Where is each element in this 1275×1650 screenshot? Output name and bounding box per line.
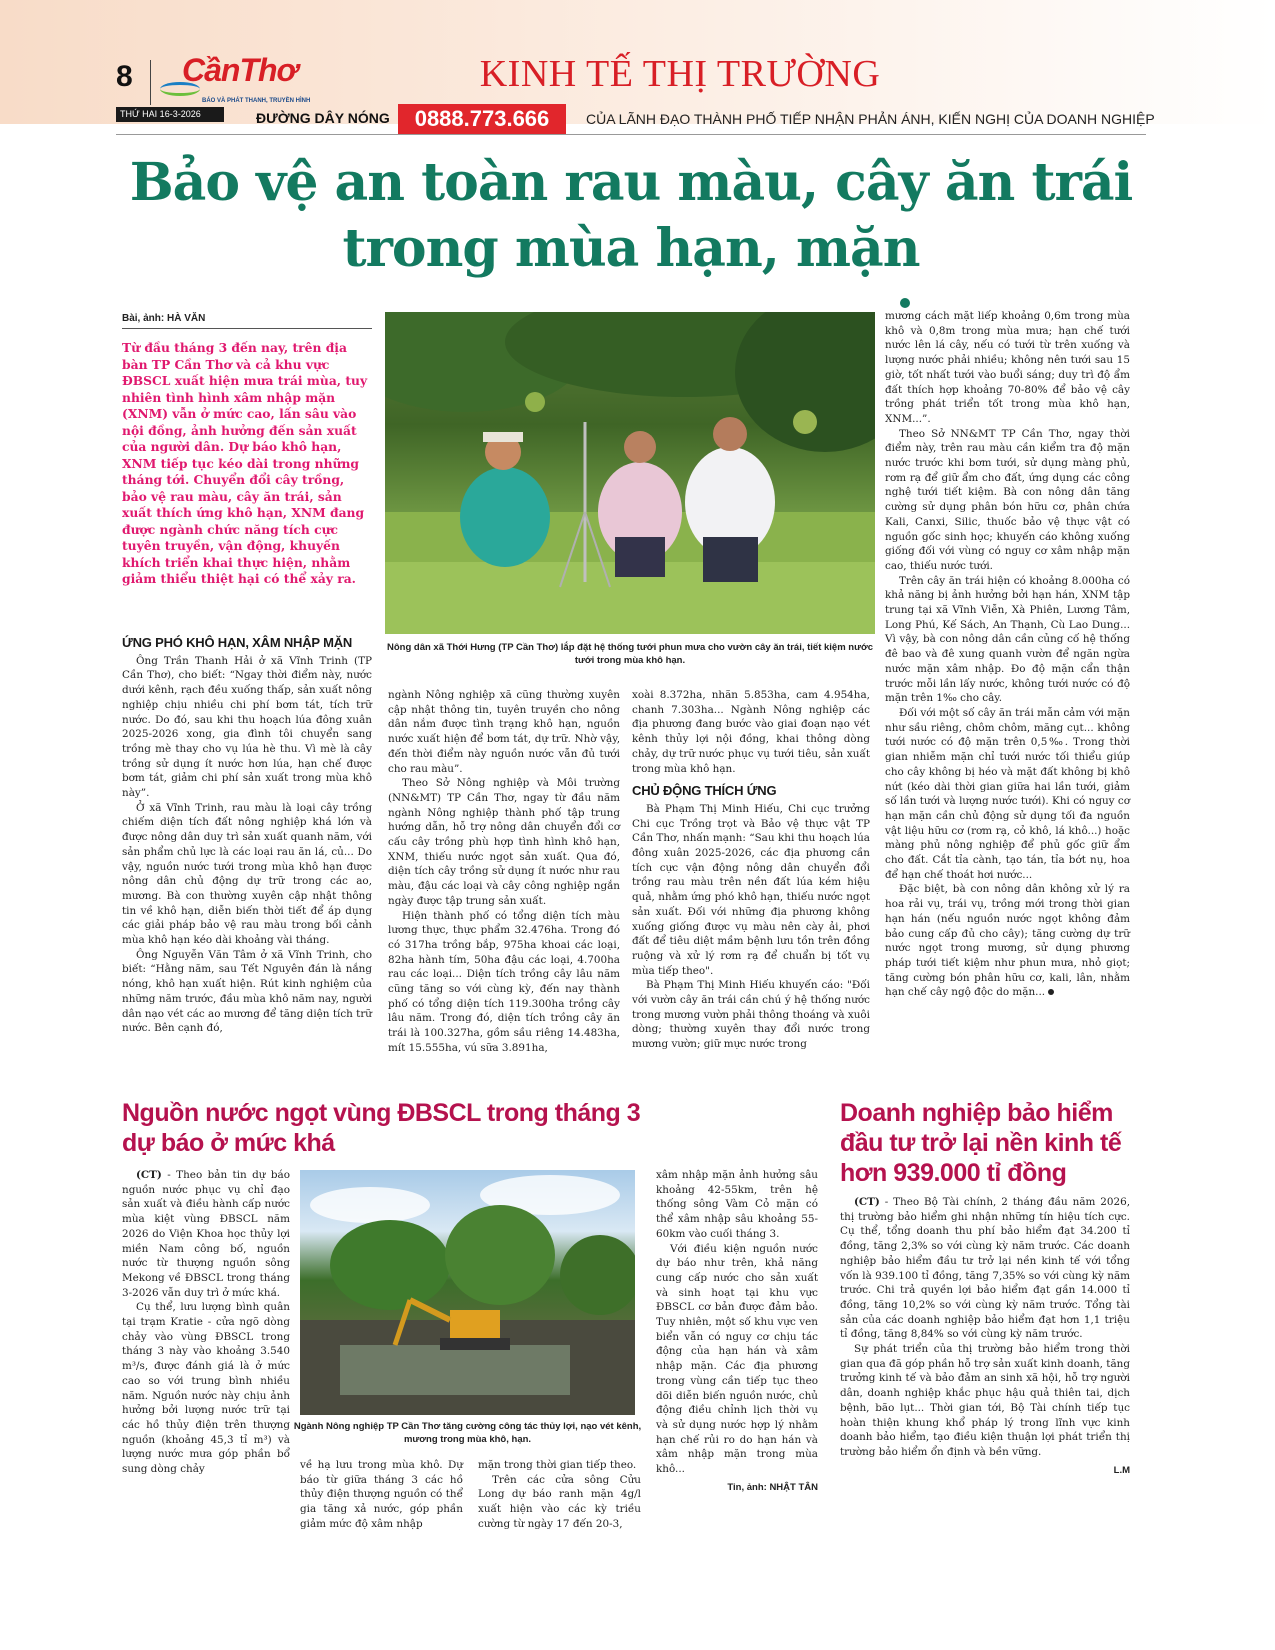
article2-headline: Nguồn nước ngọt vùng ĐBSCL trong tháng 3 dự báo ở mức khá	[122, 1099, 641, 1157]
paragraph: Sự phát triển của thị trường bảo hiểm trong thời gian qua đã góp phần hỗ trợ sản xuất kinh doanh, tăng trưởng kinh tế và bảo đảm an sinh xã hội, hỗ trợ người dân, doanh nghiệp khắc phục hậu quả thiên tai, dịch bệnh, bão lụt... Thời gian tới, Bộ Tài chính tiếp tục hoàn thiện khung khổ pháp lý trong lĩnh vực kinh doanh bảo hiểm, tạo điều kiện thuận lợi phát triển thị trường bảo hiểm ổn định và bền vững.	[840, 1343, 1130, 1458]
hotline-label: ĐƯỜNG DÂY NÓNG	[256, 110, 390, 126]
paragraph: Cụ thể, lưu lượng bình quân tại trạm Kratie - cửa ngõ dòng chảy vào vùng ĐBSCL trong tháng 3 này vào khoảng 3.540 m³/s, được đánh giá là ở mức cao so với trung bình nhiều năm. Nguồn nước này chịu ảnh hưởng bởi lượng nước trữ tại các hồ thủy điện trên thượng nguồn (khoảng 45,3 tỉ m³) và lượng nước mưa góp phần bổ sung dòng chảy	[122, 1301, 290, 1476]
main-photo-caption: Nông dân xã Thới Hưng (TP Cần Thơ) lắp đặt hệ thống tưới phun mưa cho vườn cây ăn trái, tiết kiệm nước tưới trong mùa khô hạn.	[386, 642, 874, 666]
logo-name: CầnThơ	[182, 52, 298, 88]
paragraph: Với điều kiện nguồn nước dự báo như trên, khả năng cung cấp nước cho sản xuất và sinh hoạt tại khu vực ĐBSCL cơ bản được đảm bảo. Tuy nhiên, một số khu vực ven biển vẫn có nguy cơ chịu tác động của hạn hán và xâm nhập mặn. Các địa phương trong vùng cần tiếp tục theo dõi diễn biến nguồn nước, chủ động điều chỉnh lịch thời vụ và sử dụng nước hợp lý nhằm hạn chế rủi ro do hạn hán và xâm nhập mặn trong mùa khô...	[656, 1242, 818, 1476]
article2-photo-caption: Ngành Nông nghiệp TP Cần Thơ tăng cường công tác thủy lợi, nạo vét kênh, mương trong mùa khô, hạn.	[293, 1421, 642, 1445]
paragraph: Bà Phạm Thị Minh Hiếu khuyến cáo: "Đối với vườn cây ăn trái cần chú ý hệ thống nước trong mương vườn phải thông thoáng và xuôi dòng; thường xuyên thay đổi nước trong mương vườn; giữ mực nước trong	[632, 979, 870, 1051]
paragraph-text: - Theo Bộ Tài chính, 2 tháng đầu năm 2026, thị trường bảo hiểm ghi nhận những tín hiệu tích cực. Cụ thể, tổng doanh thu phí bảo hiểm đạt 34.200 tỉ đồng, tăng 2,3% so với cùng kỳ năm trước. Các doanh nghiệp bảo hiểm đầu tư trở lại nền kinh tế với tổng vốn là 939.100 tỉ đồng, tăng 7,35% so với cùng kỳ năm trước. Chi trả quyền lợi bảo hiểm đạt gần 14.000 tỉ đồng, tăng 10,2% so với cùng kỳ năm trước. Tổng tài sản của các doanh nghiệp bảo hiểm đạt hơn 1,1 triệu tỉ đồng, tăng 8,84% so với cùng kỳ năm trước.	[840, 1196, 1130, 1341]
article2-photo	[300, 1170, 635, 1415]
main-headline-line2: trong mùa hạn, mặn	[342, 218, 920, 279]
byline-rule	[122, 328, 372, 329]
main-photo	[385, 312, 875, 634]
section-title: KINH TẾ THỊ TRƯỜNG	[479, 53, 881, 95]
paragraph: Theo Sở Nông nghiệp và Môi trường (NN&MT) TP Cần Thơ, ngay từ đầu năm ngành Nông nghiệp thành phố tập trung hướng dẫn, hỗ trợ nông dân chuyển đổi cơ cấu cây trồng phù hợp tình hình khô hạn, XNM, thiếu nước ngọt sản xuất. Qua đó, diện tích cây trồng sử dụng ít nước như rau màu, đậu các loại và cây công nghiệp ngắn ngày được tập trung sản xuất.	[388, 777, 620, 907]
paragraph: Bà Phạm Thị Minh Hiếu, Chi cục trưởng Chi cục Trồng trọt và Bảo vệ thực vật TP Cần Thơ, nhấn mạnh: “Sau khi thu hoạch lúa đông xuân 2025-2026, các địa phương cần tích cực vận động nông dân chuyển đổi trồng rau màu trên nền đất lúa kém hiệu quả, nhằm ứng phó khô hạn, thiếu nước ngọt sản xuất. Đối với những địa phương không xuống giống được vụ màu nên cày ải, phơi đất để tiêu diệt mầm bệnh lưu tồn trên đồng ruộng và xử lý rơm rạ để chuẩn bị tốt vụ mùa tiếp theo".	[632, 802, 870, 977]
masthead-rule	[116, 134, 1146, 135]
paragraph: ngành Nông nghiệp xã cũng thường xuyên cập nhật thông tin, tuyên truyền cho nông dân nắm được tình trạng khô hạn, nguồn nước xuất hiện để bơm tát, dự trữ. Nhờ vậy, đến thời điểm này nguồn nước vẫn đủ tưới cho rau màu”.	[388, 689, 620, 775]
main-headline-line1: Bảo vệ an toàn rau màu, cây ăn trái	[129, 152, 1133, 213]
article3-credit: L.M	[1113, 1464, 1130, 1476]
paragraph: về hạ lưu trong mùa khô. Dự báo từ giữa tháng 3 các hồ thủy điện thượng nguồn có thể gia tăng xả nước, góp phần giảm mức độ xâm nhập	[300, 1459, 463, 1530]
main-column-3	[632, 688, 870, 1052]
paragraph	[885, 882, 1130, 1000]
article3-body	[840, 1195, 1130, 1478]
main-column-4	[885, 309, 1130, 1000]
article2-column-4	[656, 1168, 818, 1495]
lead-tag: (CT)	[136, 1169, 162, 1181]
paragraph-text: Đặc biệt, bà con nông dân không xử lý ra hoa rải vụ, trái vụ, trồng mới trong thời gian hạn hán (nếu nguồn nước ngọt không đảm bảo cung cấp đủ cho cây); tăng cường dự trữ nước ngọt trong mương, sử dụng phương pháp tưới tiết kiệm như phun mưa, nhỏ giọt; tăng cường bón phân hữu cơ, kali, lân, nhằm hạn chế cây ngộ độc do mặn...	[885, 883, 1130, 999]
article2-column-1	[122, 1168, 290, 1477]
paragraph: mương cách mặt liếp khoảng 0,6m trong mùa khô và 0,8m trong mùa mưa; hạn chế tưới nước lên lá cây, nếu có tưới từ trên xuống và lượng nước phải nhiều; không nên tưới sau 15 giờ, tốt nhất tưới vào buổi sáng; duy trì độ ẩm đất thích hợp khoảng 70-80% để bảo vệ cây trồng phát triển tốt trong mùa khô hạn, XNM...”.	[885, 310, 1130, 425]
paragraph: Trên các cửa sông Cửu Long dự báo ranh mặn 4g/l xuất hiện vào các kỳ triều cường từ ngày 17 đến 20-3,	[478, 1473, 641, 1530]
main-column-2	[388, 688, 620, 1056]
end-mark-icon	[1048, 989, 1054, 995]
main-column-1	[122, 632, 372, 1036]
paragraph: Hiện thành phố có tổng diện tích màu lương thực, thực phẩm 32.476ha. Trong đó có 317ha trồng bắp, 975ha khoai các loại, 82ha hành tím, 50ha đậu các loại, 4.700ha rau các loại... Diện tích trồng cây lâu năm cũng tăng so với cùng kỳ, đến nay thành phố có tổng diện tích 119.300ha trồng cây lâu năm. Trong đó, diện tích trồng cây ăn trái là 100.327ha, gồm sầu riêng 14.483ha, mít 15.555ha, vú sữa 3.891ha,	[388, 909, 620, 1054]
issue-date: THỨ HAI 16-3-2026	[116, 107, 224, 122]
subhead-chu-dong: CHỦ ĐỘNG THÍCH ỨNG	[632, 783, 777, 799]
paragraph: Ở xã Vĩnh Trinh, rau màu là loại cây trồng chiếm diện tích đất nông nghiệp khá lớn và được nông dân duy trì sản xuất quanh năm, với sản phẩm chủ lực là các loại rau ăn lá, củ... Do vậy, nguồn nước tưới trong mùa khô hạn được nông dân chủ động dự trữ trong các ao, mương. Bà con thường xuyên cập nhật thông tin về khô hạn, diễn biến thời tiết để áp dụng các giải pháp bảo vệ rau màu trong bối cảnh mùa khô hạn kéo dài khoảng vài tháng.	[122, 801, 372, 947]
paragraph: Trên cây ăn trái hiện có khoảng 8.000ha có khả năng bị ảnh hưởng bởi hạn hán, XNM tập trung tại xã Vĩnh Viễn, Xà Phiên, Lương Tâm, Long Phú, Kế Sách, An Thạnh, Cù Lao Dung... Vì vậy, bà con nông dân cần củng cố hệ thống đê bao và đê xung quanh vườn để ngăn ngừa nước mặn xâm nhập. Đo độ mặn cẩn thận trước mỗi lần lấy nước, không tưới nước có độ mặn trên 1‰ cho cây.	[885, 574, 1130, 705]
paragraph: mặn trong thời gian tiếp theo.	[478, 1459, 637, 1471]
paragraph: Ông Trần Thanh Hải ở xã Vĩnh Trinh (TP Cần Thơ), cho biết: “Ngay thời điểm này, nước dưới kênh, rạch đều xuống thấp, sản xuất nông nghiệp chịu nhiều chi phí bơm tát, tích trữ nước. Do đó, sau khi thu hoạch lúa đông xuân 2025-2026 xong, gia đình tôi chuyển sang trồng mè thay cho vụ lúa hè thu. Vì mè là cây trồng sử dụng ít nước hơn lúa, hạn chế được bơm tát, giảm chi phí sản xuất trong mùa khô này”.	[122, 654, 372, 800]
paragraph: Theo Sở NN&MT TP Cần Thơ, ngay thời điểm này, trên rau màu cần kiểm tra độ mặn nước trước khi bơm tưới, sử dụng màng phủ, rơm rạ để giữ ẩm cho đất, ứng dụng các công nghệ tưới tiết kiệm. Bà con nông dân tăng cường sử dụng phân bón hữu cơ, phân chứa Kali, Canxi, Silic, thuốc bảo vệ thực vật có nguồn gốc sinh học; khuyến cáo không xuống giống đối với vùng có nguy cơ xâm nhập mặn cao, thiếu nước tưới.	[885, 427, 1130, 572]
article2-credit: Tin, ảnh: NHẬT TÂN	[727, 1481, 818, 1493]
hotline-text: CỦA LÃNH ĐẠO THÀNH PHỐ TIẾP NHẬN PHẢN ÁNH, KIẾN NGHỊ CỦA DOANH NGHIỆP	[586, 111, 1155, 127]
paragraph: Ông Nguyễn Văn Tâm ở xã Vĩnh Trinh, cho biết: “Hằng năm, sau Tết Nguyên đán là nắng nóng, khô hạn xuất hiện. Rút kinh nghiệm của những năm trước, đầu mùa khô năm nay, người dân nạo vét các ao mương để tăng diện tích trữ nước. Bên cạnh đó,	[122, 948, 372, 1035]
paragraph	[122, 1168, 290, 1300]
logo-tagline: BÁO VÀ PHÁT THANH, TRUYỀN HÌNH	[202, 98, 311, 104]
byline: Bài, ảnh: HÀ VĂN	[122, 313, 206, 324]
sapo-lead: Từ đầu tháng 3 đến nay, trên địa bàn TP Cần Thơ và cả khu vực ĐBSCL xuất hiện mưa trái mùa, tuy nhiên tình hình xâm nhập mặn (XNM) vẫn ở mức cao, lấn sâu vào nội đồng, ảnh hưởng đến sản xuất của người dân. Dự báo khô hạn, XNM tiếp tục kéo dài trong những tháng tới. Chuyển đổi cây trồng, bảo vệ rau màu, cây ăn trái, sản xuất thích ứng khô hạn, XNM đang được ngành chức năng tích cực tuyên truyền, vận động, khuyến khích triển khai thực hiện, nhằm giảm thiểu thiệt hại có thể xảy ra.	[122, 340, 368, 586]
page-number: 8	[116, 60, 133, 93]
paragraph	[840, 1195, 1130, 1342]
subhead-ung-pho: ỨNG PHÓ KHÔ HẠN, XÂM NHẬP MẶN	[122, 635, 353, 650]
paragraph: Đối với một số cây ăn trái mẫn cảm với mặn như sầu riêng, chôm chôm, măng cụt... không tưới nước có độ mặn trên 0,5‰. Trong thời gian nhiễm mặn chỉ tưới nước tối thiểu giúp cho cây không bị héo và mặt đất không bị khô nứt (kéo dài thời gian giữa hai lần tưới, giảm số lần tưới và lượng nước tưới). Khi có nguy cơ hạn mặn cần chủ động sử dụng tối đa nguồn vật liệu hữu cơ (rơm rạ, cỏ khô, lá khô...) hoặc màng phủ nông nghiệp để phủ gốc giữ ẩm cho đất. Cắt tỉa cành, tạo tán, tỉa bớt nụ, hoa để hạn chế thoát hơi nước...	[885, 706, 1130, 881]
decorative-dot-icon	[900, 298, 910, 308]
photo-excavator-canal	[300, 1170, 635, 1415]
newspaper-logo[interactable]	[160, 52, 311, 108]
article3-headline: Doanh nghiệp bảo hiểm đầu tư trở lại nền kinh tế hơn 939.000 tỉ đồng	[840, 1099, 1122, 1187]
paragraph-text: - Theo bản tin dự báo nguồn nước phục vụ chỉ đạo sản xuất và điều hành cấp nước mùa kiệt vùng ĐBSCL năm 2026 do Viện Khoa học thủy lợi miền Nam công bố, nguồn nước từ thượng nguồn sông Mekong về ĐBSCL trong tháng 3-2026 vẫn duy trì ở mức khá.	[122, 1169, 290, 1299]
masthead-divider	[150, 60, 151, 105]
article2-column-2	[300, 1458, 463, 1532]
article2-column-3	[478, 1458, 641, 1532]
paragraph: xoài 8.372ha, nhãn 5.853ha, cam 4.954ha, chanh 7.303ha... Ngành Nông nghiệp các địa phương đang bước vào giai đoạn nạo vét kênh thủy lợi nội đồng, khai thông dòng chảy, dự trữ nước phục vụ tưới tiêu, sản xuất trong mùa khô hạn.	[632, 689, 870, 775]
main-headline	[116, 150, 1146, 282]
lead-tag: (CT)	[854, 1196, 880, 1208]
hotline-number[interactable]: 0888.773.666	[398, 104, 566, 134]
photo-farmers-orchard	[385, 312, 875, 634]
paragraph: xâm nhập mặn ảnh hưởng sâu khoảng 42-55km, trên hệ thống sông Vàm Cỏ mặn có thể xâm nhập sâu khoảng 55-60km vào cuối tháng 3.	[656, 1169, 818, 1240]
